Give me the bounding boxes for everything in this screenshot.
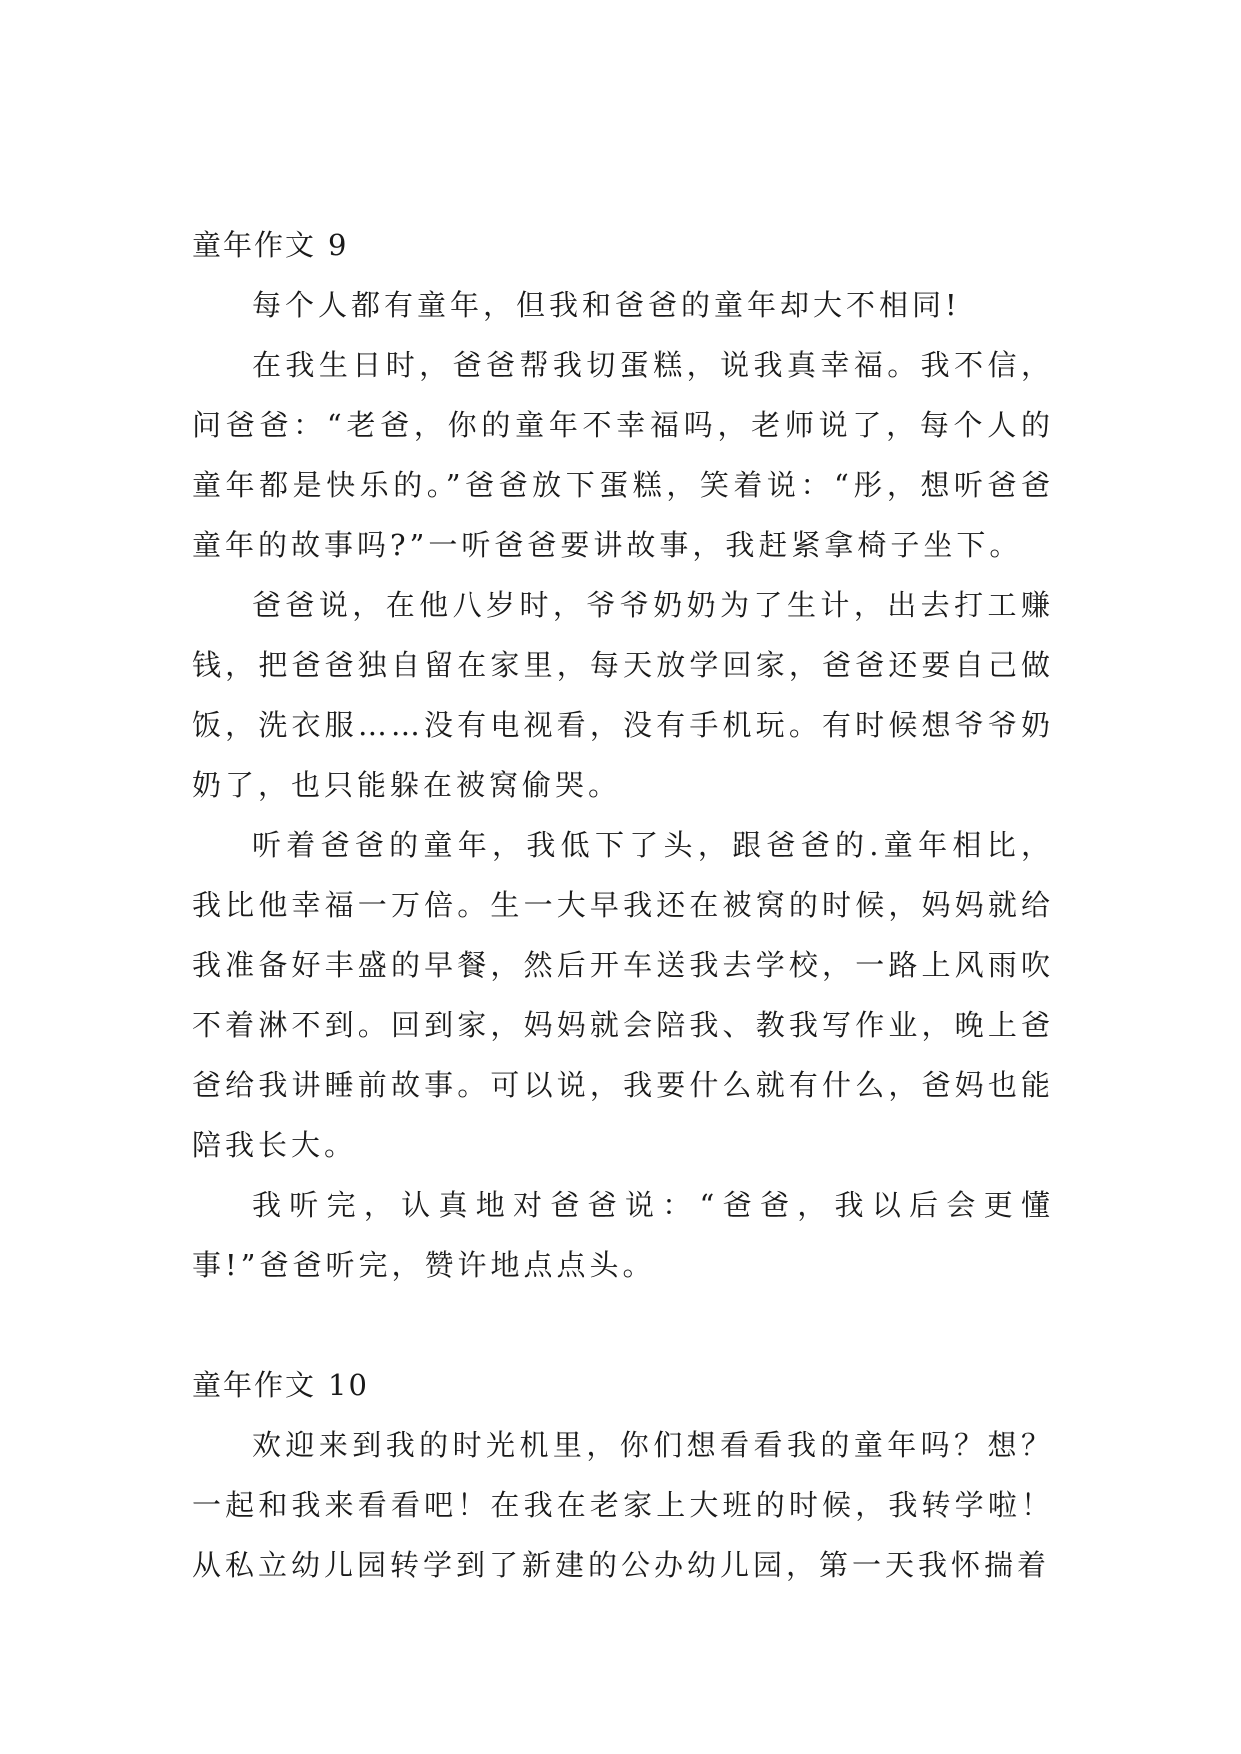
paragraph: 听着爸爸的童年，我低下了头，跟爸爸的.童年相比，我比他幸福一万倍。生一大早我还在被窝的时候，妈妈就给我准备好丰盛的早餐，然后开车送我去学校，一路上风雨吹不着淋不到。回到家，妈妈就会陪我、教我写作业，晚上爸爸给我讲睡前故事。可以说，我要什么就有什么，爸妈也能陪我长大。 — [192, 828, 1054, 1162]
paragraph: 我听完，认真地对爸爸说：“爸爸，我以后会更懂事!”爸爸听完，赞许地点点头。 — [192, 1188, 1054, 1282]
paragraph: 欢迎来到我的时光机里，你们想看看我的童年吗？想？一起和我来看看吧！在我在老家上大班的时候，我转学啦！从私立幼儿园转学到了新建的公办幼儿园，第一天我怀揣着 — [192, 1428, 1054, 1582]
section-heading — [192, 215, 1054, 275]
essay-section-10 — [192, 1355, 1054, 1595]
paragraph: 爸爸说，在他八岁时，爷爷奶奶为了生计，出去打工赚钱，把爸爸独自留在家里，每天放学回家，爸爸还要自己做饭，洗衣服……没有电视看，没有手机玩。有时候想爷爷奶奶了，也只能躲在被窝偷哭。 — [192, 588, 1054, 802]
section-heading — [192, 1355, 1054, 1415]
paragraph: 每个人都有童年，但我和爸爸的童年却大不相同! — [252, 288, 961, 322]
section-heading-title: 童年作文 — [192, 1368, 317, 1402]
section-spacer — [192, 1295, 1054, 1355]
section-heading-number: 9 — [328, 228, 349, 262]
document-body — [192, 215, 1054, 1595]
section-heading-title: 童年作文 — [192, 228, 317, 262]
essay-section-9 — [192, 215, 1054, 1295]
section-heading-number: 10 — [328, 1368, 369, 1402]
paragraph: 在我生日时，爸爸帮我切蛋糕，说我真幸福。我不信，问爸爸：“老爸，你的童年不幸福吗，老师说了，每个人的童年都是快乐的。”爸爸放下蛋糕，笑着说：“彤，想听爸爸童年的故事吗?”一听爸爸要讲故事，我赶紧拿椅子坐下。 — [192, 348, 1054, 562]
